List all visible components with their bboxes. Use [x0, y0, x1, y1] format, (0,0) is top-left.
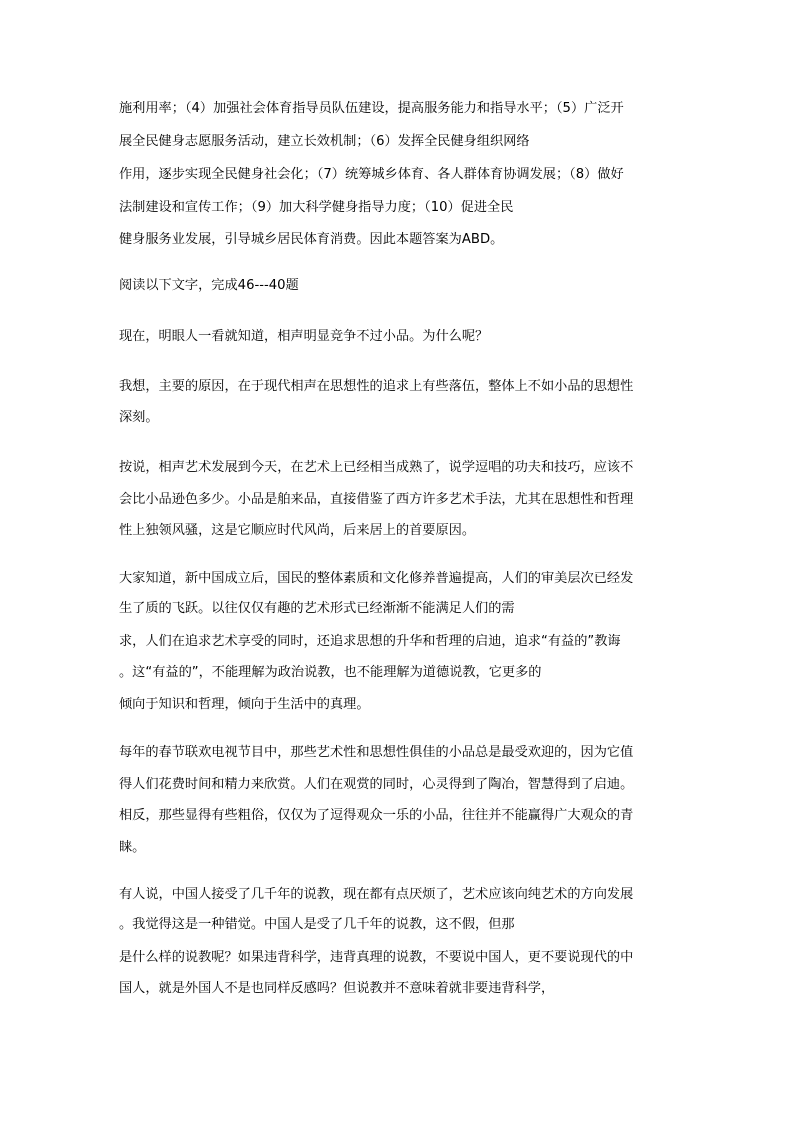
- text-line: 得人们花费时间和精力来欣赏。人们在观赏的同时，心灵得到了陶冶，智慧得到了启迪。: [119, 777, 634, 792]
- text-line: 是什么样的说教呢？如果违背科学，违背真理的说教，不要说中国人，更不要说现代的中: [119, 950, 634, 965]
- paragraph-aesthetic-leap: [119, 570, 679, 720]
- paragraph-didacticism: [119, 886, 679, 1006]
- text-line: 。这“有益的”，不能理解为政治说教，也不能理解为道德说教，它更多的: [119, 665, 542, 680]
- text-line: 求，人们在追求艺术享受的同时，还追求思想的升华和哲理的启迪，追求“有益的”教诲: [119, 634, 621, 649]
- paragraph-spring-festival: [119, 744, 679, 864]
- text-line: 健身服务业发展，引导城乡居民体育消费。因此本题答案为ABD。: [119, 232, 504, 247]
- text-line: 阅读以下文字，完成46---40题: [119, 278, 299, 293]
- text-line: 倾向于知识和哲理，倾向于生活中的真理。: [119, 697, 370, 712]
- text-line: 生了质的飞跃。以往仅仅有趣的艺术形式已经渐渐不能满足人们的需: [119, 601, 515, 616]
- text-line: 。我觉得这是一种错觉。中国人是受了几千年的说教，这不假，但那: [119, 917, 515, 932]
- text-line: 有人说，中国人接受了几千年的说教，现在都有点厌烦了，艺术应该向纯艺术的方向发展: [119, 887, 634, 902]
- text-line: 展全民健身志愿服务活动，建立长效机制；（6）发挥全民健身组织网络: [119, 134, 530, 149]
- text-line: 法制建设和宣传工作；（9）加大科学健身指导力度；（10）促进全民: [119, 200, 514, 215]
- text-line: 相反，那些显得有些粗俗，仅仅为了逗得观众一乐的小品，往往并不能赢得广大观众的青: [119, 808, 634, 823]
- paragraph-answer-explanation: [119, 100, 679, 260]
- text-line: 深刻。: [119, 410, 159, 425]
- text-line: 施利用率；（4）加强社会体育指导员队伍建设，提高服务能力和指导水平；（5）广泛开: [119, 101, 624, 116]
- text-line: 性上独领风骚，这是它顺应时代风尚，后来居上的首要原因。: [119, 523, 476, 538]
- paragraph-intro-question: [119, 328, 679, 348]
- text-line: 大家知道，新中国成立后，国民的整体素质和文化修养普遍提高，人们的审美层次已经发: [119, 571, 634, 586]
- text-line: 按说，相声艺术发展到今天，在艺术上已经相当成熟了，说学逗唱的功夫和技巧，应该不: [119, 460, 634, 475]
- text-line: 作用，逐步实现全民健身社会化；（7）统筹城乡体育、各人群体育协调发展；（8）做好: [119, 167, 624, 182]
- paragraph-main-reason: [119, 378, 679, 432]
- text-line: 会比小品逊色多少。小品是舶来品，直接借鉴了西方许多艺术手法，尤其在思想性和哲理: [119, 492, 634, 507]
- text-line: 我想，主要的原因，在于现代相声在思想性的追求上有些落伍，整体上不如小品的思想性: [119, 379, 634, 394]
- text-line: 国人，就是外国人不是也同样反感吗？但说教并不意味着就非要违背科学，: [119, 981, 555, 996]
- reading-instruction: [119, 277, 679, 297]
- text-line: 现在，明眼人一看就知道，相声明显竞争不过小品。为什么呢？: [119, 329, 489, 344]
- text-line: 每年的春节联欢电视节目中，那些艺术性和思想性俱佳的小品总是最受欢迎的，因为它值: [119, 745, 634, 760]
- text-line: 睐。: [119, 840, 146, 855]
- paragraph-art-maturity: [119, 459, 679, 545]
